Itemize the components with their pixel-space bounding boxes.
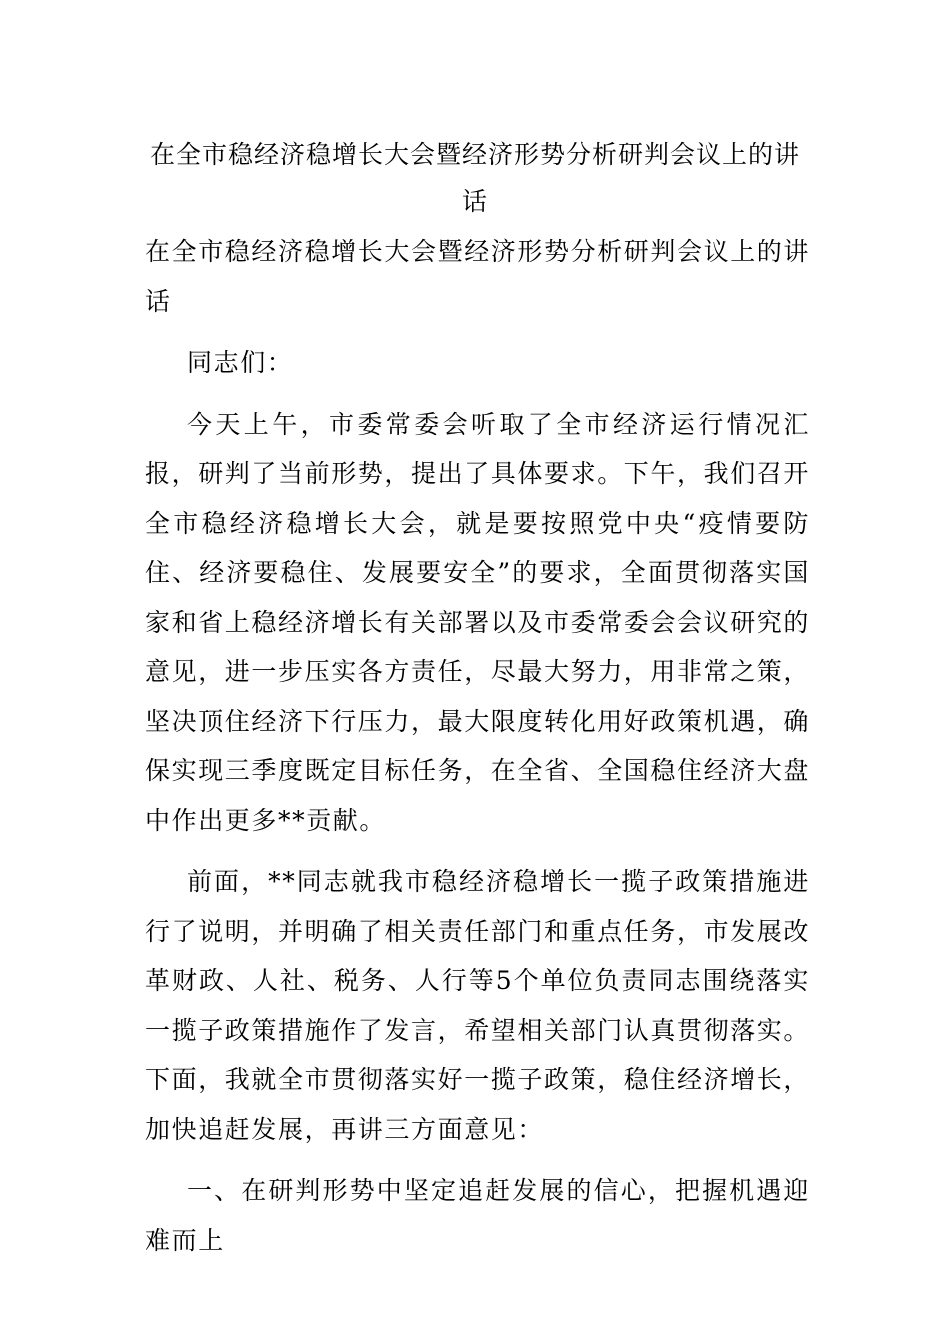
document-subtitle: 在全市稳经济稳增长大会暨经济形势分析研判会议上的讲话: [145, 237, 811, 316]
greeting: 同志们：: [187, 348, 294, 377]
document-title: 在全市稳经济稳增长大会暨经济形势分析研判会议上的讲话: [149, 140, 800, 216]
paragraph-1: 今天上午，市委常委会听取了全市经济运行情况汇报，研判了当前形势，提出了具体要求。下午，我们召开全市稳经济稳增长大会，就是要按照党中央“疫情要防住、经济要稳住、发展要安全”的要求，全面贯彻落实国家和省上稳经济增长有关部署以及市委常委会会议研究的意见，进一步压实各方责任，尽最大努力，用非常之策，坚决顶住经济下行压力，最大限度转化用好政策机遇，确保实现三季度既定目标任务，在全省、全国稳住经济大盘中作出更多**贡献。: [145, 409, 811, 835]
document-body: [145, 227, 810, 1265]
paragraph-2: 前面，**同志就我市稳经济稳增长一揽子政策措施进行了说明，并明确了相关责任部门和重点任务，市发展改革财政、人社、税务、人行等5个单位负责同志围绕落实一揽子政策措施作了发言，希望相关部门认真贯彻落实。下面，我就全市贯彻落实好一揽子政策，稳住经济增长，加快追赶发展，再讲三方面意见：: [145, 867, 811, 1144]
section-heading-1: 一、在研判形势中坚定追赶发展的信心，把握机遇迎难而上: [145, 1176, 810, 1255]
